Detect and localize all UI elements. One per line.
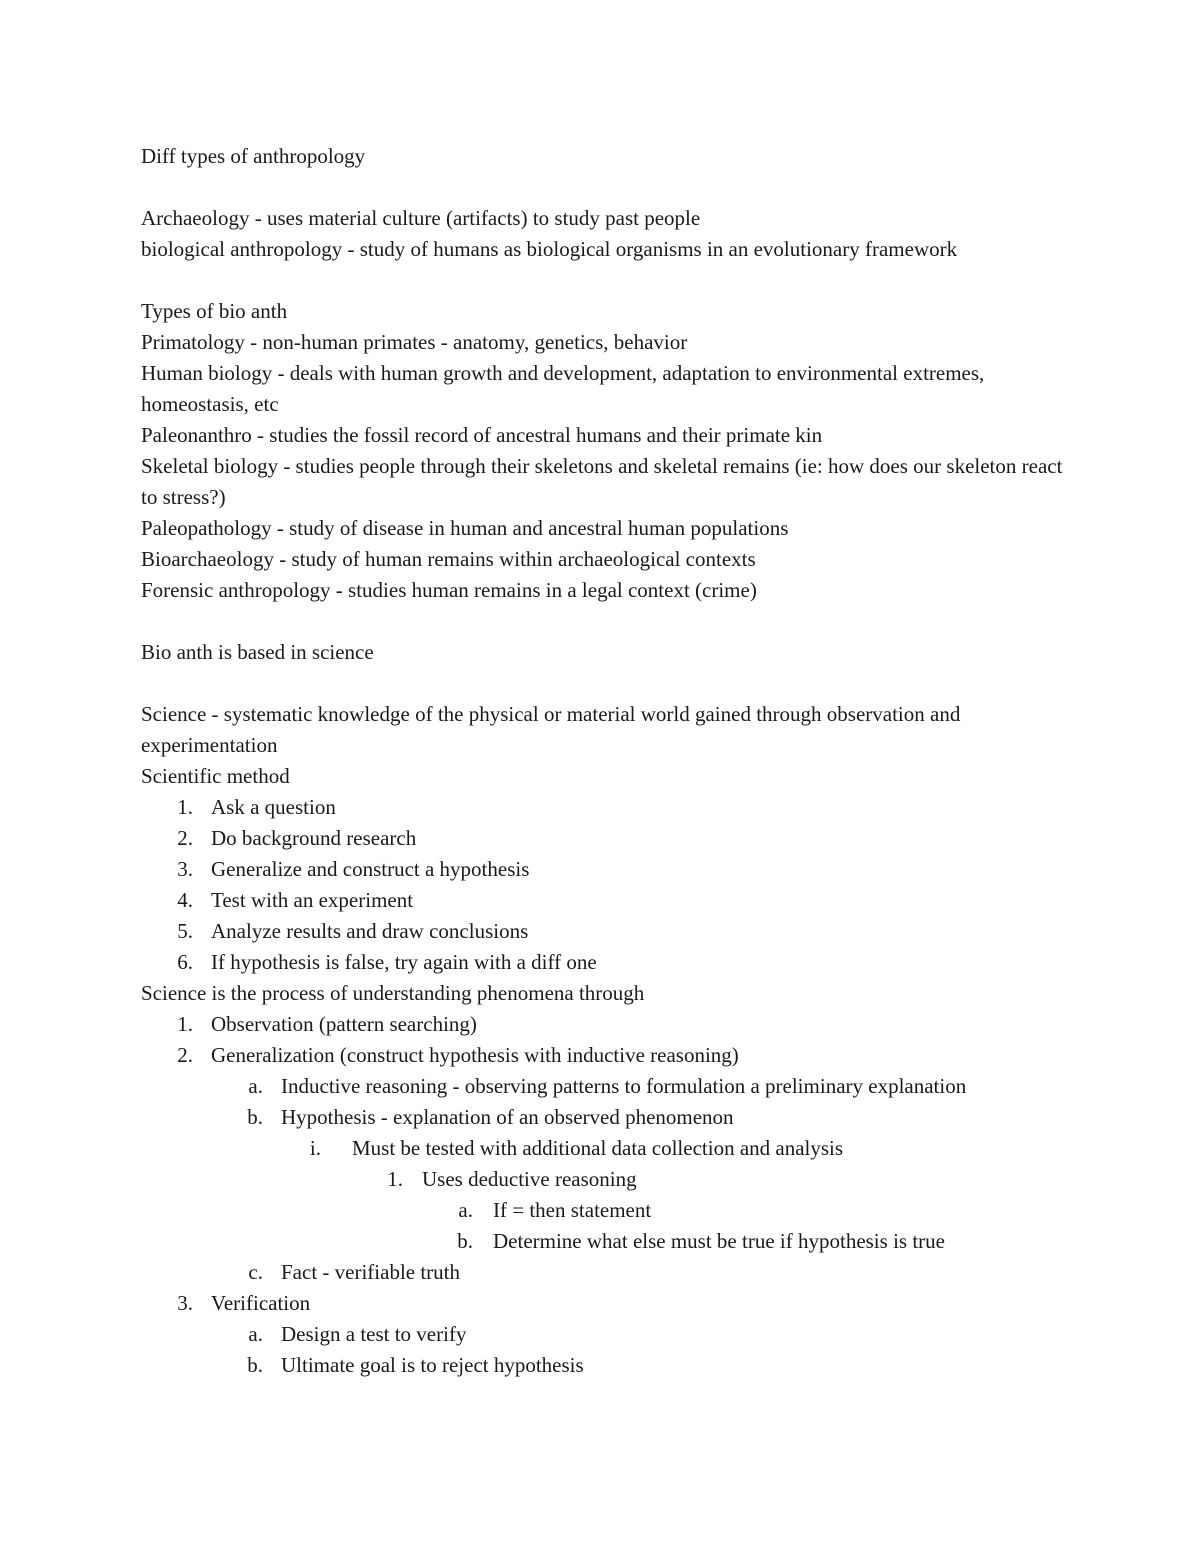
list-marker: c. — [248, 1260, 263, 1284]
list-item-text: Design a test to verify — [281, 1322, 467, 1346]
list-item — [141, 1288, 1081, 1319]
list-item-text: Do background research — [211, 826, 417, 850]
definition-primatology: Primatology - non-human primates - anatomy, genetics, behavior — [141, 330, 688, 354]
list-item-text: Fact - verifiable truth — [281, 1260, 461, 1284]
definition-science: Science - systematic knowledge of the physical or material world gained through observation and experimentation — [141, 702, 961, 757]
definition-paleoanthro: Paleonanthro - studies the fossil record of ancestral humans and their primate kin — [141, 423, 823, 447]
list-item — [141, 1226, 1081, 1257]
definition-paleopathology: Paleopathology - study of disease in human and ancestral human populations — [141, 516, 789, 540]
definition-bioarchaeology: Bioarchaeology - study of human remains within archaeological contexts — [141, 547, 756, 571]
list-item-text: Analyze results and draw conclusions — [211, 919, 529, 943]
list-item — [141, 916, 1081, 947]
list-item — [141, 823, 1081, 854]
list-item — [141, 1164, 1081, 1195]
heading-scientific-method: Scientific method — [141, 764, 290, 788]
list-marker: 5. — [177, 919, 193, 943]
list-item-text: If = then statement — [493, 1198, 652, 1222]
heading-anthropology-types: Diff types of anthropology — [141, 144, 366, 168]
list-item — [141, 885, 1081, 916]
list-marker: 3. — [177, 1291, 193, 1315]
list-item-text: Inductive reasoning - observing patterns to formulation a preliminary explanation — [281, 1074, 967, 1098]
list-marker: 2. — [177, 1043, 193, 1067]
list-item — [141, 1195, 1081, 1226]
list-marker: i. — [309, 1136, 321, 1160]
list-item-text: Generalization (construct hypothesis with inductive reasoning) — [211, 1043, 739, 1067]
blank-line — [141, 265, 1081, 296]
heading-bio-anth-types: Types of bio anth — [141, 299, 288, 323]
list-item — [141, 1133, 1081, 1164]
list-marker: b. — [457, 1229, 473, 1253]
definition-skeletal-biology: Skeletal biology - studies people through their skeletons and skeletal remains (ie: how does our skeleton react to stress?) — [141, 454, 1063, 509]
list-item-text: Verification — [211, 1291, 311, 1315]
list-item — [141, 1071, 1081, 1102]
blank-line — [141, 172, 1081, 203]
list-item-text: If hypothesis is false, try again with a diff one — [211, 950, 597, 974]
list-item — [141, 1102, 1081, 1133]
list-item — [141, 947, 1081, 978]
list-item — [141, 854, 1081, 885]
blank-line — [141, 668, 1081, 699]
definition-archaeology: Archaeology - uses material culture (artifacts) to study past people — [141, 206, 701, 230]
list-marker: 6. — [177, 950, 193, 974]
list-marker: 1. — [177, 795, 193, 819]
list-marker: 3. — [177, 857, 193, 881]
list-item-text: Determine what else must be true if hypothesis is true — [493, 1229, 945, 1253]
list-marker: a. — [458, 1198, 473, 1222]
heading-science-process: Science is the process of understanding phenomena through — [141, 981, 645, 1005]
definition-human-biology: Human biology - deals with human growth and development, adaptation to environmental extremes, homeostasis, etc — [141, 361, 985, 416]
list-marker: a. — [248, 1322, 263, 1346]
list-marker: a. — [248, 1074, 263, 1098]
document-body — [141, 141, 1081, 1381]
list-item-text: Ultimate goal is to reject hypothesis — [281, 1353, 584, 1377]
list-item-text: Test with an experiment — [211, 888, 414, 912]
list-item — [141, 1040, 1081, 1071]
science-basis-statement: Bio anth is based in science — [141, 640, 374, 664]
list-marker: 1. — [387, 1167, 403, 1191]
list-item — [141, 1319, 1081, 1350]
list-item — [141, 792, 1081, 823]
list-marker: 1. — [177, 1012, 193, 1036]
list-marker: b. — [247, 1105, 263, 1129]
list-item — [141, 1257, 1081, 1288]
list-item — [141, 1350, 1081, 1381]
definition-forensic-anthropology: Forensic anthropology - studies human remains in a legal context (crime) — [141, 578, 757, 602]
list-marker: 4. — [177, 888, 193, 912]
list-item-text: Ask a question — [211, 795, 336, 819]
list-marker: 2. — [177, 826, 193, 850]
list-item-text: Generalize and construct a hypothesis — [211, 857, 530, 881]
list-item — [141, 1009, 1081, 1040]
list-item-text: Observation (pattern searching) — [211, 1012, 477, 1036]
list-marker: b. — [247, 1353, 263, 1377]
list-item-text: Must be tested with additional data collection and analysis — [352, 1136, 844, 1160]
blank-line — [141, 606, 1081, 637]
definition-biological-anthropology: biological anthropology - study of humans as biological organisms in an evolutionary framework — [141, 237, 958, 261]
list-item-text: Uses deductive reasoning — [422, 1167, 637, 1191]
list-item-text: Hypothesis - explanation of an observed phenomenon — [281, 1105, 734, 1129]
